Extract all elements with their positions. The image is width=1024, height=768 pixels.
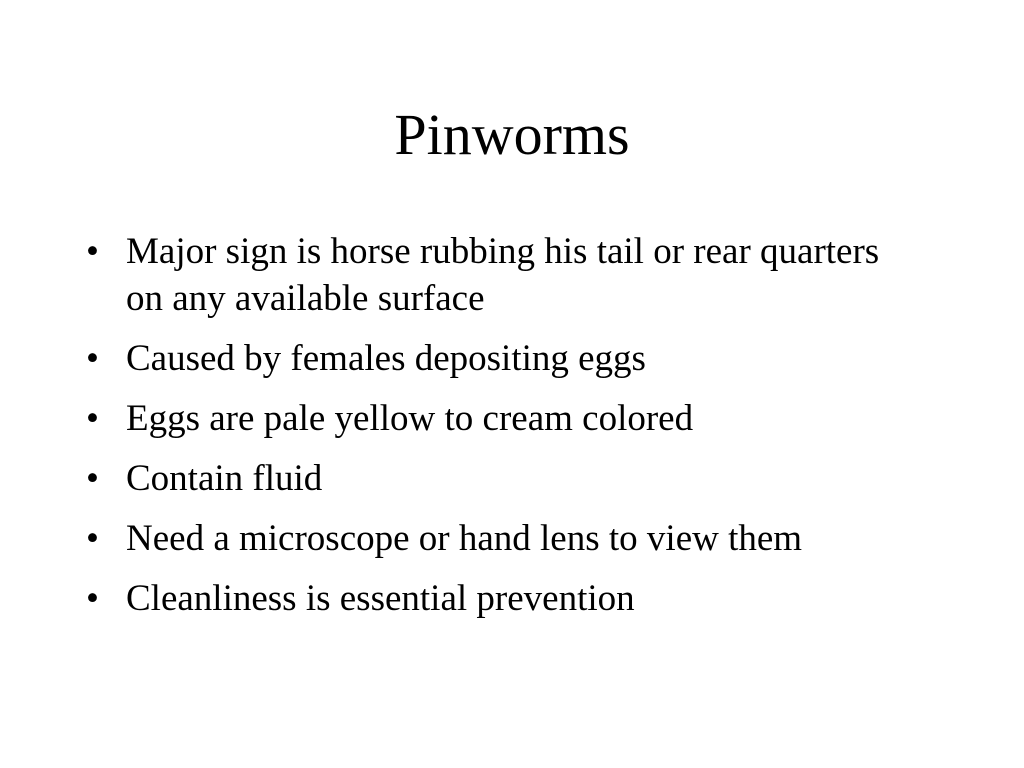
bullet-icon: • xyxy=(86,338,99,379)
bullet-icon: • xyxy=(86,231,99,272)
bullet-item xyxy=(84,515,914,562)
bullet-text: Contain fluid xyxy=(126,458,323,499)
bullet-icon: • xyxy=(86,458,99,499)
bullet-item xyxy=(84,575,914,622)
bullet-text: Need a microscope or hand lens to view them xyxy=(126,518,803,559)
bullet-list xyxy=(84,228,914,635)
bullet-item xyxy=(84,455,914,502)
bullet-text: Eggs are pale yellow to cream colored xyxy=(126,398,694,439)
bullet-icon: • xyxy=(86,578,99,619)
bullet-icon: • xyxy=(86,518,99,559)
bullet-item xyxy=(84,395,914,442)
slide-title: Pinworms xyxy=(394,102,630,167)
bullet-text: Caused by females depositing eggs xyxy=(126,338,646,379)
bullet-text: Cleanliness is essential prevention xyxy=(126,578,635,619)
bullet-icon: • xyxy=(86,398,99,439)
bullet-text: Major sign is horse rubbing his tail or rear quarters on any available surface xyxy=(126,231,880,319)
bullet-item xyxy=(84,228,914,322)
bullet-item xyxy=(84,335,914,382)
